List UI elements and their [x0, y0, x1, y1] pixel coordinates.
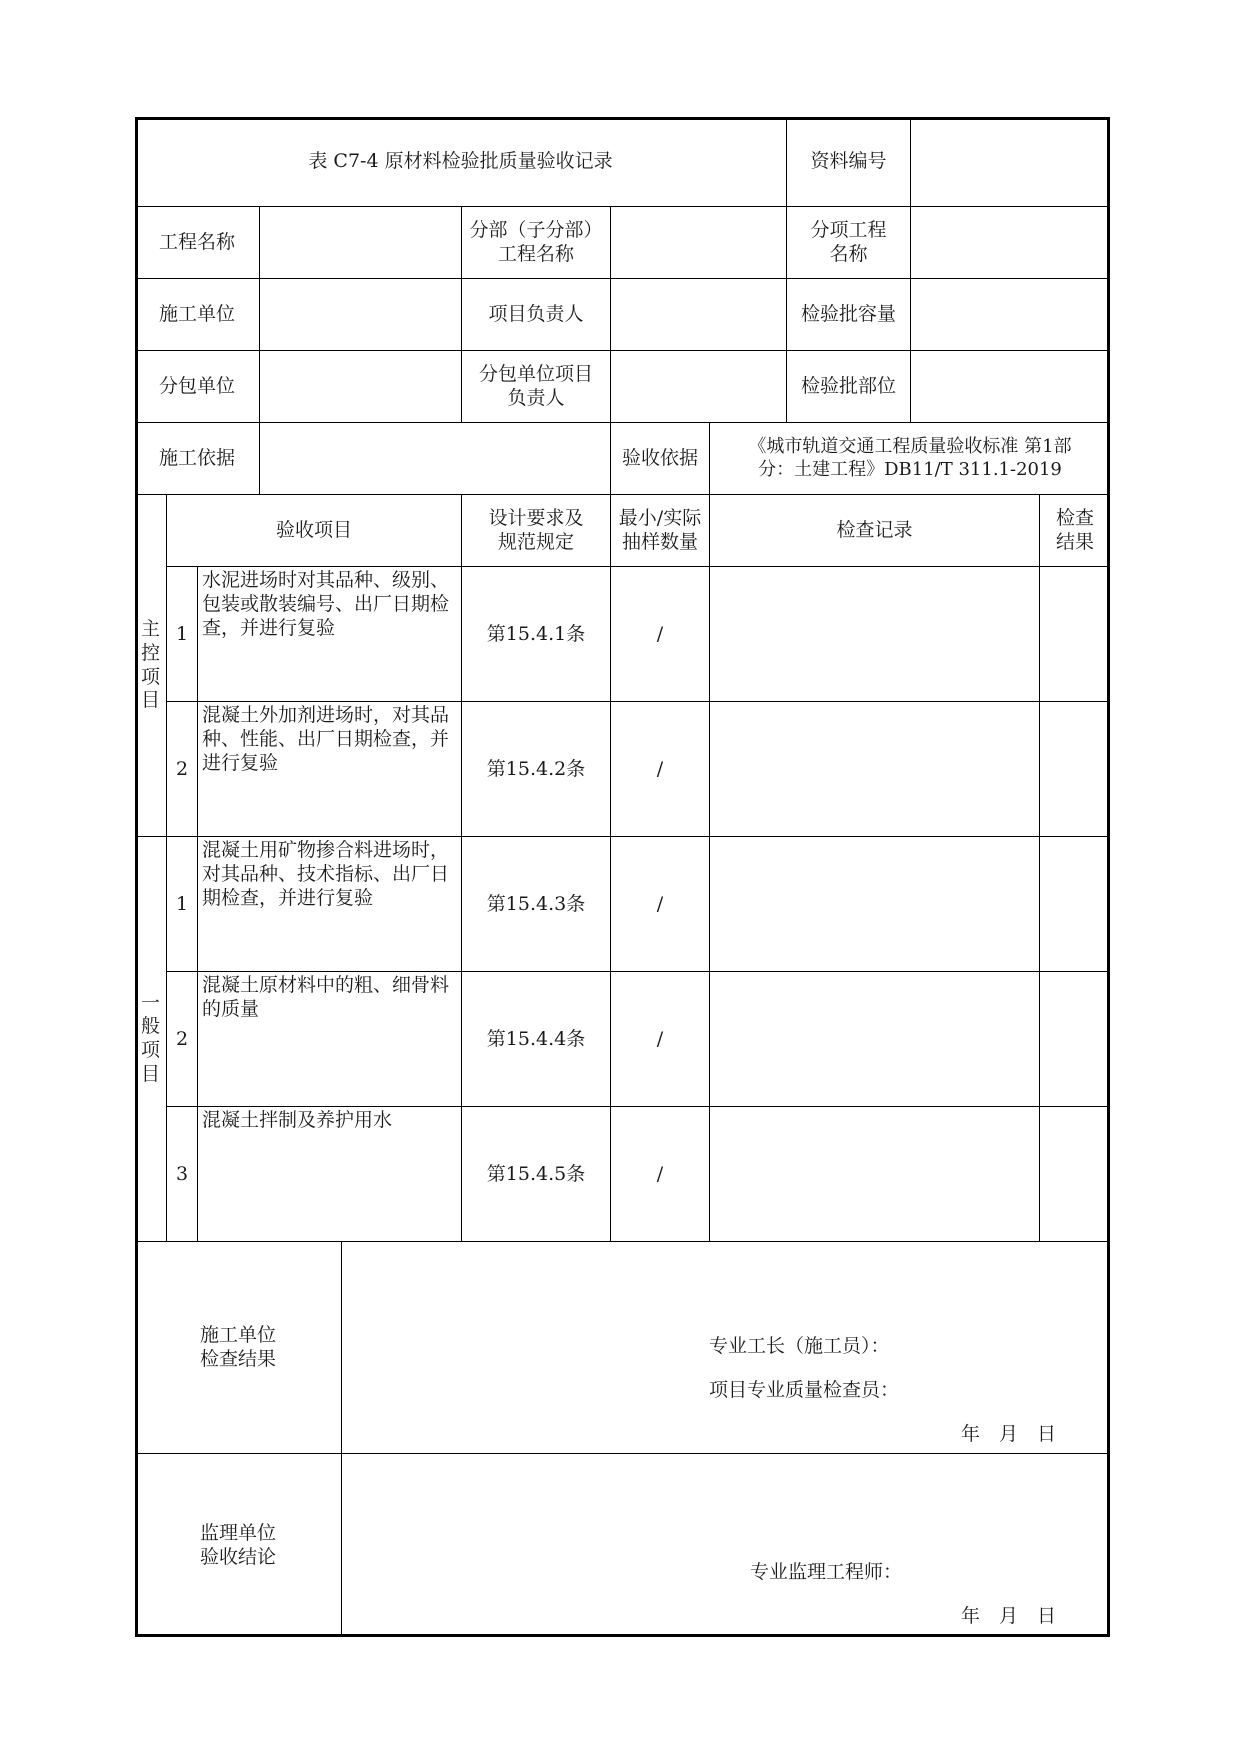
subpart-label: 分部（子分部） 工程名称 [462, 207, 611, 279]
main-row-1-desc: 水泥进场时对其品种、级别、 包装或散装编号、出厂日期检 查，并进行复验 [198, 567, 462, 702]
general-row-1-no: 1 [167, 837, 198, 972]
inspection-record-form [135, 117, 1110, 1637]
general-row-2-sample[interactable]: / [611, 972, 710, 1107]
general-row-3-record[interactable] [710, 1107, 1040, 1242]
supervising-engineer-signature-label: 专业监理工程师： [750, 1561, 903, 1583]
header-sample: 最小/实际 抽样数量 [611, 495, 710, 567]
header-design: 设计要求及 规范规定 [462, 495, 611, 567]
form-title [135, 117, 787, 207]
main-control-group-label: 主 控 项 目 [135, 495, 167, 837]
general-row-3-no: 3 [167, 1107, 198, 1242]
quality-inspector-signature-label: 项目专业质量检查员： [709, 1379, 900, 1401]
main-row-2-desc: 混凝土外加剂进场时，对其品 种、性能、出厂日期检查，并 进行复验 [198, 702, 462, 837]
project-lead-label: 项目负责人 [462, 279, 611, 351]
project-lead-field[interactable] [611, 279, 787, 351]
doc-no-field[interactable] [911, 117, 1110, 207]
supervisor-check-area[interactable] [342, 1454, 1110, 1637]
general-row-2-no: 2 [167, 972, 198, 1107]
main-row-2-no: 2 [167, 702, 198, 837]
general-row-2-result[interactable] [1040, 972, 1110, 1107]
acceptance-basis-label: 验收依据 [611, 423, 710, 495]
main-row-2-record[interactable] [710, 702, 1040, 837]
general-group-label: 一 般 项 目 [135, 837, 167, 1242]
general-row-3-desc: 混凝土拌制及养护用水 [198, 1107, 462, 1242]
main-row-1-record[interactable] [710, 567, 1040, 702]
main-row-1-clause: 第15.4.1条 [462, 567, 611, 702]
construction-basis-label: 施工依据 [135, 423, 260, 495]
foreman-signature-label: 专业工长（施工员）： [709, 1335, 890, 1357]
batch-location-label: 检验批部位 [787, 351, 911, 423]
contractor-field[interactable] [260, 279, 462, 351]
contractor-check-area[interactable] [342, 1242, 1110, 1454]
form-title-text: 表 C7-4 原材料检验批质量验收记录 [308, 150, 613, 173]
subcontractor-field[interactable] [260, 351, 462, 423]
supervisor-date: 年 月 日 [961, 1605, 1057, 1627]
project-name-label: 工程名称 [135, 207, 260, 279]
general-row-1-sample[interactable]: / [611, 837, 710, 972]
general-row-3-sample[interactable]: / [611, 1107, 710, 1242]
supervisor-check-label: 监理单位 验收结论 [135, 1454, 342, 1637]
header-record: 检查记录 [710, 495, 1040, 567]
acceptance-basis-value: 《城市轨道交通工程质量验收标准 第1部 分：土建工程》DB11/T 311.1-2019 [710, 423, 1110, 495]
general-row-2-record[interactable] [710, 972, 1040, 1107]
contractor-date: 年 月 日 [961, 1423, 1057, 1445]
batch-capacity-label: 检验批容量 [787, 279, 911, 351]
main-row-1-result[interactable] [1040, 567, 1110, 702]
contractor-label: 施工单位 [135, 279, 260, 351]
doc-no-label: 资料编号 [787, 117, 911, 207]
main-row-2-clause: 第15.4.2条 [462, 702, 611, 837]
subitem-label: 分项工程 名称 [787, 207, 911, 279]
header-item: 验收项目 [167, 495, 462, 567]
subitem-field[interactable] [911, 207, 1110, 279]
main-row-1-no: 1 [167, 567, 198, 702]
general-row-1-clause: 第15.4.3条 [462, 837, 611, 972]
general-row-3-clause: 第15.4.5条 [462, 1107, 611, 1242]
general-row-1-record[interactable] [710, 837, 1040, 972]
sub-lead-label: 分包单位项目 负责人 [462, 351, 611, 423]
batch-location-field[interactable] [911, 351, 1110, 423]
subcontractor-label: 分包单位 [135, 351, 260, 423]
subpart-field[interactable] [611, 207, 787, 279]
main-row-1-sample[interactable]: / [611, 567, 710, 702]
contractor-check-label: 施工单位 检查结果 [135, 1242, 342, 1454]
project-name-field[interactable] [260, 207, 462, 279]
general-row-1-result[interactable] [1040, 837, 1110, 972]
construction-basis-field[interactable] [260, 423, 611, 495]
general-row-2-desc: 混凝土原材料中的粗、细骨料 的质量 [198, 972, 462, 1107]
header-result: 检查 结果 [1040, 495, 1110, 567]
general-row-3-result[interactable] [1040, 1107, 1110, 1242]
general-row-1-desc: 混凝土用矿物掺合料进场时， 对其品种、技术指标、出厂日 期检查，并进行复验 [198, 837, 462, 972]
main-row-2-result[interactable] [1040, 702, 1110, 837]
general-row-2-clause: 第15.4.4条 [462, 972, 611, 1107]
batch-capacity-field[interactable] [911, 279, 1110, 351]
sub-lead-field[interactable] [611, 351, 787, 423]
main-row-2-sample[interactable]: / [611, 702, 710, 837]
